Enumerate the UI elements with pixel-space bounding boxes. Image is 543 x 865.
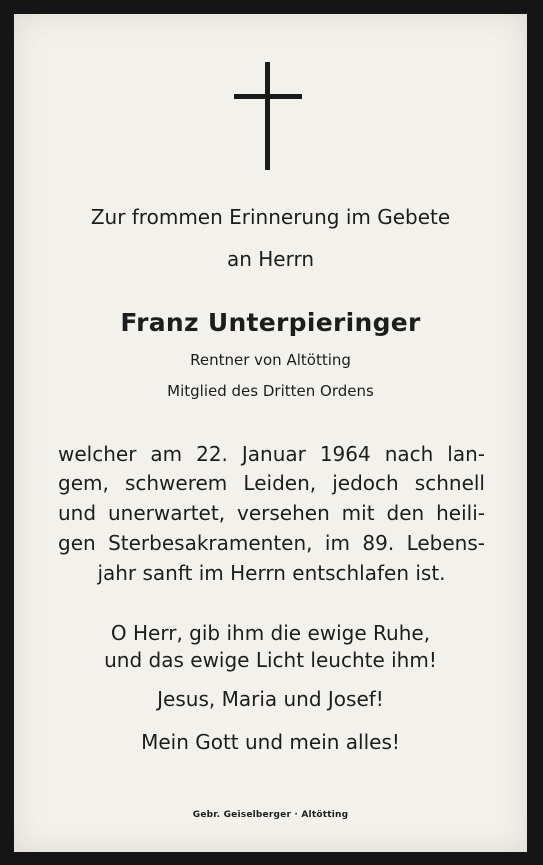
intro-line-2: an Herrn <box>226 247 315 271</box>
cross-vertical-bar <box>265 62 270 170</box>
body-line-5: jahr sanft im Herrn entschlafen ist. <box>97 561 446 585</box>
prayer-line-2: und das ewige Licht leuchte ihm! <box>104 648 437 672</box>
intro-line-1: Zur frommen Erinnerung im Gebete <box>90 205 451 229</box>
prayer-line-4: Mein Gott und mein alles! <box>141 730 400 754</box>
latin-cross-icon <box>234 62 302 172</box>
memorial-card <box>14 14 527 852</box>
body-line-3: und unerwartet, versehen mit den heili- <box>58 501 485 525</box>
occupation-line: Rentner von Altötting <box>190 351 351 369</box>
deceased-name: Franz Unterpieringer <box>120 308 421 337</box>
body-line-2: gem, schwerem Leiden, jedoch schnell <box>58 471 485 495</box>
printer-imprint: Gebr. Geiselberger · Altötting <box>192 810 349 820</box>
cross-horizontal-bar <box>234 94 302 99</box>
membership-line: Mitglied des Dritten Ordens <box>167 382 374 400</box>
prayer-line-1: O Herr, gib ihm die ewige Ruhe, <box>110 621 431 645</box>
body-line-1: welcher am 22. Januar 1964 nach lan- <box>58 442 485 466</box>
body-line-4: gen Sterbesakramenten, im 89. Lebens- <box>58 531 485 555</box>
prayer-line-3: Jesus, Maria und Josef! <box>157 687 384 711</box>
